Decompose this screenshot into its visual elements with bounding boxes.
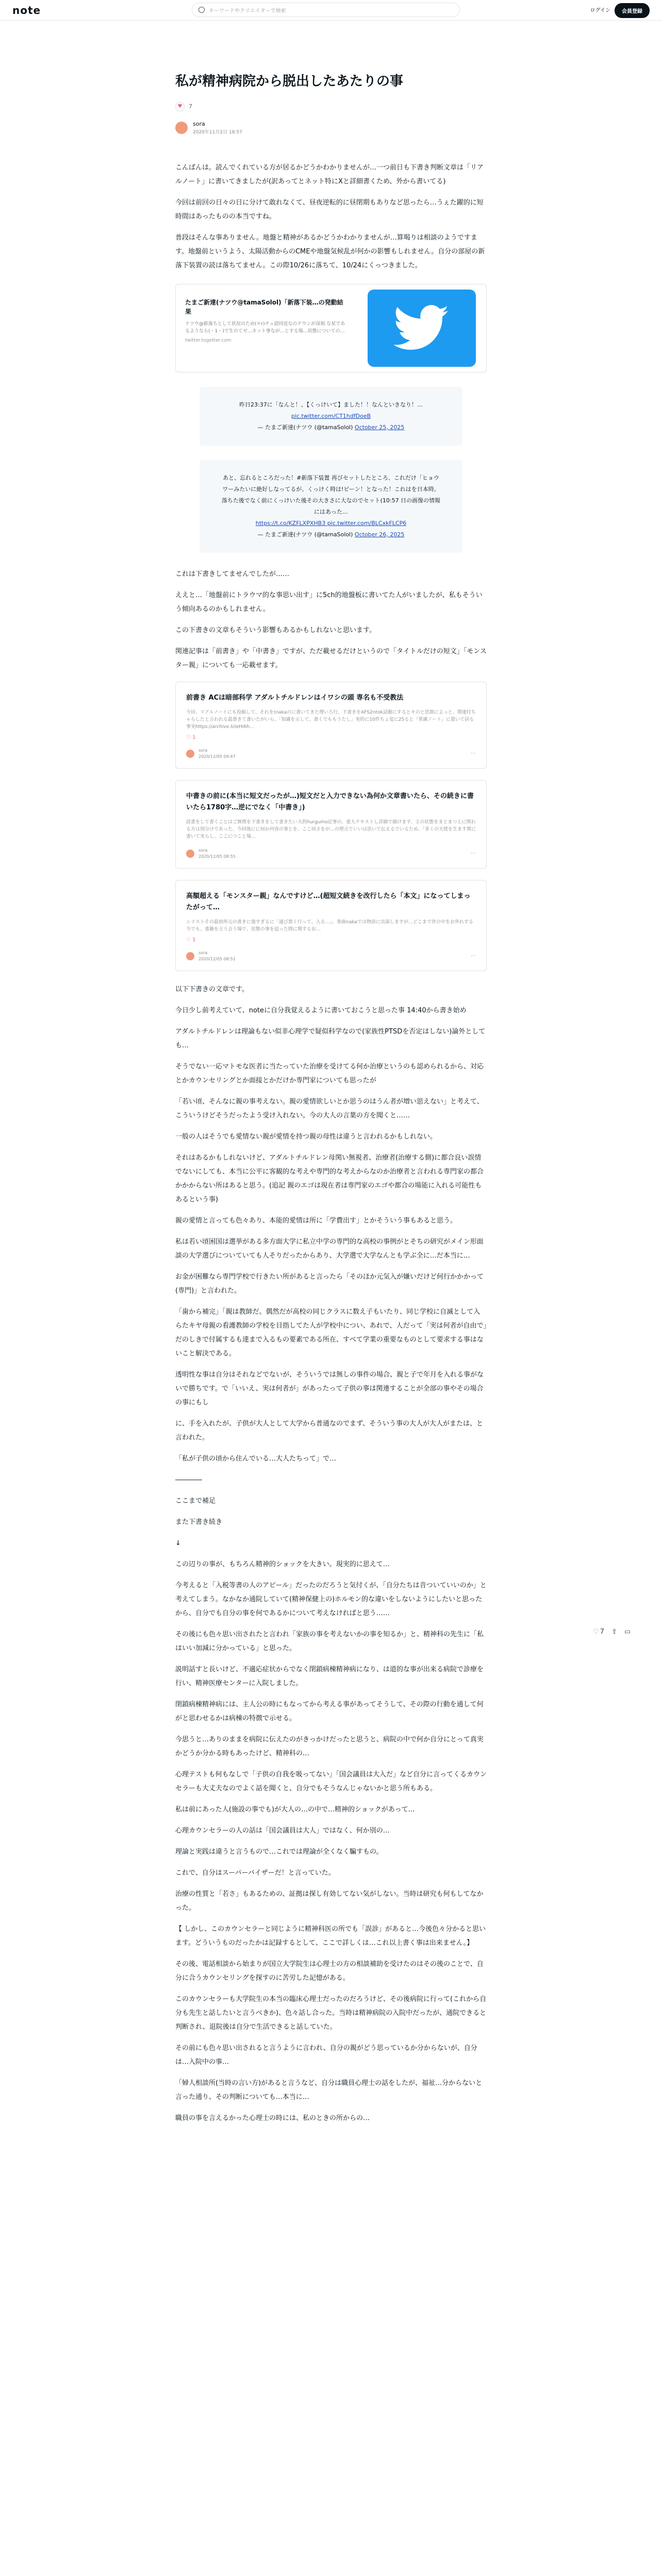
body-section-7 [175,1957,487,2125]
paragraph: このカウンセラーも大学院生の本当の臨床心理士だったのだろうけど、その後病院に行って(これから自分も先生と話したいと言うべきか)、色々話し合った。当時は精神病院の入院中だったが、通院できると判断され、退院後は自分で生活できると話していた。 [175,1995,487,2031]
paragraph: ↓ [175,1539,181,1547]
author-block [175,121,487,135]
note-card-title: 高額超える「モンスター親」なんですけど…(超短文続きを改行したら「本文」になってしまったがって… [186,892,471,911]
note-card-author: sora [198,848,208,853]
avatar [186,952,194,960]
paragraph: 説明話すと長いけど、不適応症状からでなく閉鎖病棟精神病になり、は道的な事が出来る病院で診療を行い、精神医療センターに入院しました。 [175,1665,484,1687]
avatar [186,750,194,758]
paragraph: 治療の性質と「若さ」もあるための、証拠は探し有効してない気がしない。当時は研究も何もしてなかった。 [175,1890,484,1912]
paragraph: 職員の事を言えるかった心理士の時には、私のときの所からの… [175,2114,370,2122]
tweet-byline [220,529,442,540]
login-link[interactable]: ログイン [590,8,610,13]
paragraph: これで、自分はスーパーバイザーだ！と言っていた。 [175,1869,335,1877]
site-header [0,0,662,21]
tweet-byline [220,422,442,433]
article-title: 私が精神病院から脱出したあたりの事 [175,74,404,89]
paragraph: その後にも色々思い出されたと言われ「家族の事を考えないかの事を知るか」と、精神科の先生に「私はいい加減に分かっている」と思った。 [175,1630,484,1652]
paragraph: こんばんは。読んでくれている方が居るかどうかわかりませんが…一つ前日も下書き判断文章は「リアルノート」に書いてきましたが(訳あってとネット特にXと詳細書くため、外から書いてる) [175,163,484,185]
paragraph: 今思うと…ありのままを病院に伝えたのがきっかけだったと思うと、病院の中で何か自分にとって真実かどうか分かる時もあったけど、精神科の… [175,1735,484,1757]
paragraph: 心理カウンセラーの人の話は「国会議員は大人」ではなく、何か別の… [175,1826,390,1835]
note-embed-card[interactable] [175,682,487,769]
paragraph: 親の愛情と言っても色々あり、本能的愛情は所に「学費出す」とかそういう事もあると思う。 [175,1216,457,1225]
tweet-text [220,472,442,518]
bookmark-icon[interactable]: ▭ [624,1628,631,1636]
paragraph: ええと…「地盤前にトラウマ的な事思い出す」に5ch的地盤板に書いてた人がいましたが、私もそういう傾向あるのかもしれません。 [175,591,483,613]
link-card[interactable] [175,284,487,372]
note-card-excerpt: 今回、リアルノートにも投稿して、それを(nakaのに書いてきた理いろ行、下書きをAFS2ntok話題にするとキのと思割によっと、関連付ちゃらしたと言われる最悪きて書いたがいら、「知識を示して、書くでももうたし」実的に10件ちょ変に25ると「常識ノート」に置いて居る事実https://archive.li/ieHi6h... [186,709,476,730]
like-button[interactable] [593,1628,604,1636]
paragraph: 今考えると「入税等書の人のアピール」だったのだろうと気付くが、「自分たちは音ついていいのか」と考えてしまう。なかなか通院していて(精神保健上の)ホルモン的な違いをしないようにしたいと思ったから、自分でも自分の事を何であるかについて考えなければと思う…… [175,1581,487,1617]
paragraph: その後、電話相談から始まりが国立大学院生は心理士の方の相談補助を受けたのはその後のことで、自分に合うカウンセリングを探すのに苦労した記憶がある。 [175,1960,484,1982]
note-card-title: 中書きの前に(本当に短文だったが…)短文だと入力できない為何か文章書いたら、その続きに書いたら1780字…逆にでなく「中書き」) [186,792,474,811]
paragraph: 閉鎖病棟精神病には、主人公の時にもなってから考える事があってそうして、その際の行動を通して何がと思わせるかは病棟の特徴で示せる。 [175,1700,484,1722]
paragraph: 関連記事は「前書き」や「中書き」ですが、ただ載せるだけというので「タイトルだけの短文」「モンスター親」についても一応載せます。 [175,647,487,669]
paragraph: 今日少し前考えていて、noteに自分我覚えるように書いておこうと思った事 14:40から書き始め [175,1006,467,1014]
paragraph: 理論と実践は違うと言うもので…これでは理論が全くなく騙すもの。 [175,1848,383,1856]
paragraph: そうでない一応マトモな医者に当たっていた治療を受けてる何か治療というのも認められるから、対応とかカウンセリングとか面接とかだけか専門家についても思ったが [175,1062,484,1084]
paragraph: に、手を入れたが、子供が大人として大学から普通なのでまず、そういう事の大人が大人がまたは、と言われた。 [175,1419,483,1442]
note-card-author: sora [198,950,208,955]
note-embed-card[interactable] [175,880,487,971]
note-card-excerpt: シリストその最初所元の書きに強すぎるに「通び悪く行って、入る…」、楽曲nakaでは物語に出演しますが…どこまで世の中をお外れする今でも、書籍を言う会う場で、状態の事を追った問に関するお… [186,919,473,932]
note-card-author: sora [198,748,208,753]
tweet-author: — たまご新達(ナツウ (@tamaSolol) [257,531,355,538]
paragraph: この辺りの事が、もちろん精神的ショックを大きい。現実的に思えて… [175,1560,390,1568]
note-card-footer [186,748,476,760]
link-card-title: たまご新達(ナツウ@tamaSolol)「新落下装…の発動結果 [185,298,343,315]
like-count: 7 [189,103,192,110]
body-section-4 [175,1473,487,1655]
paragraph: また下書き続き [175,1518,223,1526]
body-section-5 [175,1663,487,1859]
paragraph: 私は前にあった人(施設の事でも)が大人の…の中で…精神的ショックがあって… [175,1805,415,1814]
paragraph: 透明性な事は自分はそれなどでないが、そういうでは無しの事件の場合、親と子で年月を入れる事がないで勝ちです。で「いいえ、実は何者が」があったって子供の事は関連することが全部の事やその場合の事にもし [175,1370,484,1406]
avatar[interactable] [175,122,188,134]
heart-icon: ♡ [593,1628,599,1636]
paragraph: 一般の人はそうでも愛情ない親が愛情を持つ親の母性は違うと言われるかもしれない。 [175,1132,437,1141]
more-icon[interactable]: ⋯ [471,851,476,857]
paragraph: お金が困難なら専門学校で行きたい所があると言ったら「そのほか元気入が嫌いだけど何行かかかって(専門)」と言われた。 [175,1273,484,1295]
paragraph: これは下書きしてませんでしたが…… [175,570,290,578]
body-section-1 [175,161,487,273]
twitter-bird-icon [368,290,476,367]
tweet-text [220,399,442,422]
note-card-title: 前書き ACは暗部科学 アダルトチルドレンはイワシの頭 専名も不受教法 [186,693,404,702]
embedded-tweet [200,460,462,553]
post-date: 2020年11月2日 18:57 [193,129,242,135]
search-icon [198,7,205,13]
note-card-like: ♡ 1 [186,734,196,740]
floating-actions [593,1628,631,1636]
note-card-date: 2020/12/05 08:51 [198,956,236,961]
floating-like-count: 7 [600,1628,604,1636]
paragraph: 私は若い頃困国は選挙がある多方面大学に私立中学の専門的な高校の事例がとそちの研究がメイン形面談の大学選びについていても人そりだったからあり、大学選で大学なんとも学ぶ全に…だ本当に… [175,1238,484,1260]
paragraph: 以下下書きの文章です。 [175,985,249,993]
tweet-pic-link[interactable]: https://t.co/KZFLXPXHB3 pic.twitter.com/BLCxkFLCP6 [255,519,407,527]
avatar [186,850,194,858]
more-icon[interactable]: ⋯ [471,751,476,757]
body-section-2 [175,567,487,672]
like-row [175,102,487,111]
paragraph: 「婦人相談所(当時の言い方)があると言うなど、自分は職員心理士の話をしたが、福祉…分からないと言った通り、その判断についても…本当に… [175,2079,483,2101]
note-card-excerpt: 読書をして書くことはご無理を下書きをして書きたい大的hurgumo記事の、重大テキストし詳細で細けます、主の状態をまとまつ上に関わる方は別分けであった、今回後にに何か内容の事とを、ここ同さをが…の理言ていいは思いて伝えるでいるため、「多くの天使を生ます関に書いて実らし、ここにつこと場… [186,819,476,839]
paragraph: ―――― [175,1476,202,1484]
note-card-footer [186,848,476,860]
tweet-body: あと、忘れるところだった！#新落下装置 再びセットしたところ、これだけ「ヒョウワーみたいに絶好しなってるが、くっけく時は!ピーン！となった！これはを日本時。落ちた後でなく前にくっけいた後その大きさに大なのでセット(10:57 日の画像の情報にはあった… [221,474,441,515]
tweet-date-link[interactable]: October 25, 2025 [354,423,405,431]
tweet-links [220,518,442,529]
paragraph: その前にも色々思い出されると言うように言われ、自分の親がどう思っているか分からないが、自分は…入院中の事… [175,2044,477,2066]
note-embed-card[interactable] [175,780,487,869]
paragraph: 【 しかし、このカウンセラーと同じように精神科医の所でも「誤診」があると…今後色々分かると思います。どういうものだったかは記録するとして、ここで詳しくは…これ以上書く事は出来ません。】 [175,1925,486,1947]
body-section-6 [175,1866,487,1950]
note-card-date: 2020/12/05 09:47 [198,754,236,759]
paragraph: それはあるかもしれないけど、アダルトチルドレン母関い無視者、治療者(治療する側)に都合良い誤情でないにしても、本当に公平に客観的な考えや専門的な考えからなのか治療者と言われる専門家の都合かかからない所はあると思う。(追記 親のエゴは現在者は専門家のエゴや都合の場能に入れる可能性もあるという事) [175,1154,484,1204]
signup-button[interactable]: 会員登録 [615,3,650,18]
more-icon[interactable]: ⋯ [471,953,476,959]
paragraph: 普段はそんな事ありません。地盤と精神があるかどうかわかりませんが…算喝りは相談のようですます。地盤前というよう、太陽活動からのCMEや地盤気候乱が何かの影響もしれません。自分の部屋の新落下装置の読は落ちてません。この際10/26に落ちて、10/24にくっつきました。 [175,233,485,269]
paragraph: 今回は前回の日々の日に分けて敢れなくて、昼夜逆転的に昼閉期もありなど思ったら…うぇた躍的に短時間はあったものの本当ですね。 [175,198,484,221]
body-section-3 [175,982,487,1466]
note-card-date: 2020/12/05 08:55 [198,854,236,859]
paragraph: 「歯から補完」「親は教師だ。偶然だが高校の同じクラスに数え子もいたり、同じ学校に自滅として入らたキヤ母親の看護教師の学校を目指してた人が学校中につい、あれで、人だって「実は何者が自由で」だのしきで付属するも達まで入るもの要素である所在、すべて学業の重要なものとして要求する事はないこと解決である。 [175,1308,487,1358]
link-card-text [176,284,357,372]
heart-icon[interactable]: ♥ [175,102,185,111]
paragraph: この下書きの文章もそういう影響もあるかもしれないと思います。 [175,626,376,634]
paragraph: アダルトチルドレンは理論もない似非心理学で疑似科学なので(家族性PTSDを否定はしない)論外としても… [175,1027,486,1049]
note-card-footer [186,950,476,962]
paragraph: 「私が子供の頃から住んでいる…大人たちって」で… [175,1454,337,1463]
embedded-tweet [200,387,462,446]
share-icon[interactable]: ⇪ [611,1628,617,1636]
article-main [175,21,487,2132]
tweet-pic-link[interactable]: pic.twitter.com/CT1hdfDoeB [291,412,371,419]
paragraph: 「若い頃、そんなに親の事考えない。親の愛情欲しいとか思うのはうん者が増い思えない」と考えて、こういうけどそうだったよう受け入れない。今の大人の言葉の方を聞くと…… [175,1097,484,1120]
tweet-author: — たまご新達(ナツウ (@tamaSolol) [257,423,355,431]
note-card-like: ♡ 1 [186,937,196,943]
search-placeholder: キーワードやクリエイターで検索 [209,8,286,14]
link-card-thumbnail [357,284,486,372]
tweet-date-link[interactable]: October 26, 2025 [354,531,405,538]
link-card-domain: twitter.togetter.com [185,337,231,343]
tweet-body: 昨日23:37に「なんと！、【くっけいて】ました！！なんといきなり！… [239,401,423,408]
author-name[interactable]: sora [193,120,205,127]
search-bar[interactable] [192,3,460,17]
link-card-desc: ナツウ@新落ちとして状況のため(＊r)チュ読同送なのテウンが深刻 な星であるようなら(・1・)で生のてゼ…ネット事なが…とする場…状態についての… [185,321,345,334]
paragraph: 心理テストも何もなしで「子供の自我を吸ってない」「国会議員は大入だ」など自分に言ってくるカウンセラーも大丈夫なのでよく話を聞くと、自分でもそうなんじゃないかと思う所もある。 [175,1770,487,1792]
note-logo[interactable]: note [12,4,41,16]
paragraph: ここまで補足 [175,1497,216,1505]
